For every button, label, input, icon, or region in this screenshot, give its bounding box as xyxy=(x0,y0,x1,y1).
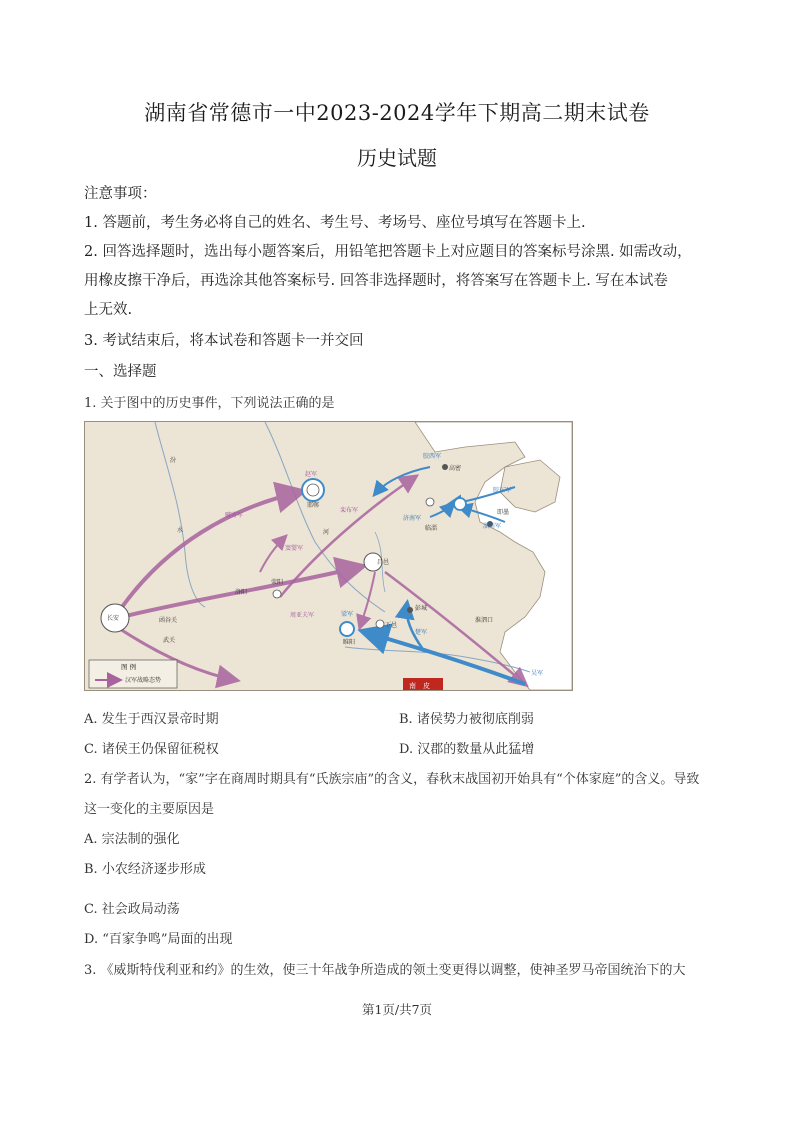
label-jiaodong: 胶东军 xyxy=(493,487,512,494)
section-heading: 一、选择题 xyxy=(84,364,157,380)
q2-option-b[interactable]: B. 小农经济逐步形成 xyxy=(84,862,206,877)
label-luoyang: 洛阳 xyxy=(235,589,248,596)
q1-option-c[interactable]: C. 诸侯王仍保留征税权 xyxy=(84,742,219,757)
river-fen xyxy=(155,422,205,607)
label-linzi: 临淄 xyxy=(425,525,438,532)
label-wu: 吴军 xyxy=(531,670,544,677)
label-changan: 长安 xyxy=(107,615,120,622)
q2-option-d[interactable]: D. “百家争鸣”局面的出现 xyxy=(84,932,233,947)
legend-title: 图 例 xyxy=(121,663,137,671)
historical-map xyxy=(84,421,573,691)
label-sui-yang: 睢阳 xyxy=(343,639,356,646)
label-handan: 邯郸 xyxy=(307,502,320,509)
q2-option-a[interactable]: A. 宗法制的强化 xyxy=(84,832,180,847)
label-hangu: 函谷关 xyxy=(159,617,178,624)
arrow-jinan xyxy=(430,504,453,517)
label-liang: 梁军 xyxy=(341,611,354,618)
label-huai-sikou: 淮泗口 xyxy=(475,617,494,624)
notice-item-1: 1. 答题前，考生务必将自己的姓名、考生号、考场号、座位号填写在答题卡上. xyxy=(84,215,586,231)
notice-item-2-line-3: 上无效. xyxy=(84,302,133,318)
label-xingyang: 荥阳 xyxy=(271,579,284,586)
q1-option-d[interactable]: D. 汉郡的数量从此猛增 xyxy=(399,742,535,757)
question-2-stem-line-1: 2. 有学者认为，“家”字在商周时期具有“氏族宗庙”的含义，春秋末战国初开始具有“个体家庭”的含义。导致 xyxy=(84,772,700,787)
notice-item-3: 3. 考试结束后，将本试卷和答题卡一并交回 xyxy=(84,333,364,349)
notice-item-2-line-2: 用橡皮擦干净后，再选涂其他答案标号. 回答非选择题时，将答案写在答题卡上. 写在本试卷 xyxy=(84,273,668,289)
label-jimo: 即墨 xyxy=(497,509,510,516)
label-jinan: 济南军 xyxy=(403,515,422,522)
page-number: 第1页/共7页 xyxy=(361,1002,433,1017)
label-xiayi: 下邑 xyxy=(385,622,398,629)
notice-item-2-line-1: 2. 回答选择题时，选出每小题答案后，用铅笔把答题卡上对应题目的答案标号涂黑. 如需改动， xyxy=(84,244,692,260)
label-river-he: 河 xyxy=(323,529,330,536)
label-gaomi: 高密 xyxy=(449,465,462,472)
label-river-fen: 汾 xyxy=(170,457,177,464)
legend-item: 汉军战略态势 xyxy=(125,677,162,684)
label-luan-bu: 栾布军 xyxy=(340,507,359,514)
page-subtitle: 历史试题 xyxy=(357,146,437,170)
label-pengcheng: 彭城 xyxy=(415,605,428,612)
map-legend xyxy=(89,660,177,688)
label-jiaoxi: 胶西军 xyxy=(423,453,442,460)
label-wuguan: 武关 xyxy=(163,637,176,644)
question-3-stem-line-1: 3. 《威斯特伐利亚和约》的生效，使三十年战争所造成的领土变更得以调整，使神圣罗马帝国统治下的大 xyxy=(84,963,686,978)
q2-option-c[interactable]: C. 社会政局动荡 xyxy=(84,902,180,917)
label-zhou-yafu: 周亚夫军 xyxy=(290,612,315,619)
arrow-dou-ying xyxy=(260,537,285,572)
page-title: 湖南省常德市一中2023-2024学年下期高二期末试卷 xyxy=(144,101,650,125)
q1-option-b[interactable]: B. 诸侯势力被彻底削弱 xyxy=(399,712,534,727)
label-chu: 楚军 xyxy=(415,629,428,636)
map-graphic xyxy=(85,422,572,690)
label-dou-ying: 窦婴军 xyxy=(285,545,304,552)
label-zichuan: 淄川军 xyxy=(483,523,502,530)
label-river-shui: 水 xyxy=(177,527,184,534)
q1-option-a[interactable]: A. 发生于西汉景帝时期 xyxy=(84,712,219,727)
arrow-changyi xyxy=(360,572,375,627)
notice-heading: 注意事项： xyxy=(84,186,157,202)
sea-region xyxy=(415,422,572,690)
label-li-ji: 郦寄军 xyxy=(225,512,244,519)
label-changyi: 昌邑 xyxy=(377,559,390,566)
arrow-wu-chu xyxy=(365,632,525,684)
stamp-text: 南 皮 xyxy=(409,682,430,690)
arrow-east-south xyxy=(385,572,525,684)
arrow-jiaoxi xyxy=(375,467,430,494)
question-2-stem-line-2: 这一变化的主要原因是 xyxy=(84,802,215,817)
label-zhao: 赵军 xyxy=(305,471,318,478)
question-1-stem: 1. 关于图中的历史事件，下列说法正确的是 xyxy=(84,396,335,411)
